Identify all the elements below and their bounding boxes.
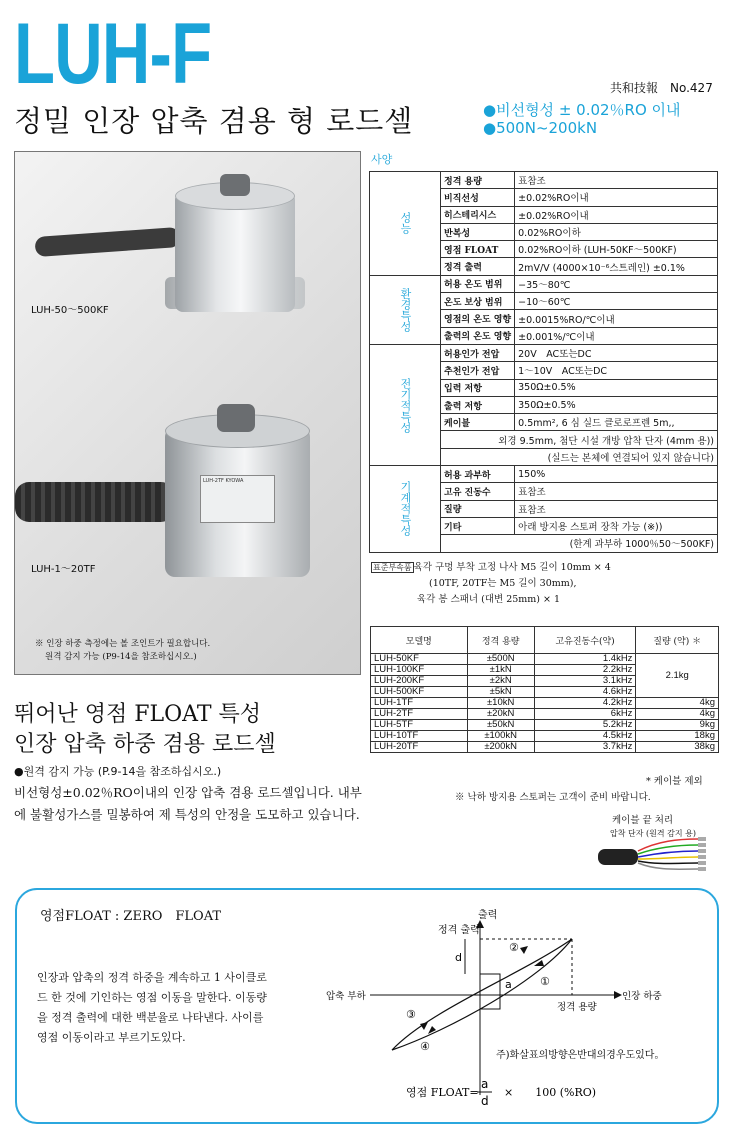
model-cell: ±200kN	[467, 742, 534, 753]
spec-value: ±0.001%/℃이내	[515, 327, 718, 344]
model-row	[371, 654, 719, 665]
model-cell: 2.2kHz	[534, 665, 636, 676]
spec-value: 1～10V AC또는DC	[515, 362, 718, 379]
model-cell: 5.2kHz	[534, 720, 636, 731]
tension-label: 인장 하중	[622, 991, 662, 1002]
loadcell-cap-image	[220, 174, 250, 196]
model-cell: 4kg	[636, 698, 719, 709]
model-cell: LUH-200KF	[371, 676, 468, 687]
model-cell: ±2kN	[467, 676, 534, 687]
formula-right: × 100 (%RO)	[504, 1086, 597, 1099]
formula-denominator: d	[481, 1094, 489, 1108]
spec-value: (한계 과부하 1000％50～500KF)	[441, 535, 718, 552]
highlights	[483, 101, 681, 137]
model-cell: LUH-100KF	[371, 665, 468, 676]
model-row	[371, 742, 719, 753]
spec-value: 20V AC또는DC	[515, 344, 718, 361]
spec-item: 추천인가 전압	[441, 362, 515, 379]
model-cell: ±5kN	[467, 687, 534, 698]
spec-item: 반복성	[441, 223, 515, 240]
product-photo	[14, 151, 361, 675]
spec-item: 정격 용량	[441, 172, 515, 189]
spec-item: 허용인가 전압	[441, 344, 515, 361]
spec-value: 표참조	[515, 500, 718, 517]
spec-item: 정격 출력	[441, 258, 515, 275]
model-cell: 2.1kg	[636, 654, 719, 698]
spec-item: 입력 저항	[441, 379, 515, 396]
photo-label-bottom: LUH-1～20TF	[31, 564, 96, 575]
spec-value: (실드는 본체에 연결되어 있지 않습니다)	[441, 448, 718, 465]
compression-label: 압축 부하	[326, 991, 366, 1002]
model-cell: 4.2kHz	[534, 698, 636, 709]
spec-item: 비직선성	[441, 189, 515, 206]
accessory-line3: 육각 봉 스패너 (대변 25mm) × 1	[417, 594, 561, 605]
tech-report-number: 共和技報 No.427	[610, 81, 713, 95]
accessory-line2: (10TF, 20TF는 M5 길이 30mm),	[429, 578, 577, 589]
product-logo: LUH-F	[14, 6, 212, 102]
spec-value: 150%	[515, 466, 718, 483]
formula-numerator: a	[481, 1077, 489, 1091]
model-cell: ±10kN	[467, 698, 534, 709]
spec-row	[370, 344, 718, 361]
photo-note	[35, 638, 210, 664]
spec-value: 표참조	[515, 172, 718, 189]
model-cell: 1.4kHz	[534, 654, 636, 665]
accessory-line1: 육각 구멍 부착 고정 나사 M5 길이 10mm × 4	[413, 562, 611, 573]
model-cell: ±500N	[467, 654, 534, 665]
spec-value: 0.02%RO이하	[515, 223, 718, 240]
spec-item: 출력의 온도 영향	[441, 327, 515, 344]
spec-item: 질량	[441, 500, 515, 517]
photo-note-line2: 원격 감지 가능 (P9-14을 참조하십시오.)	[45, 652, 197, 662]
spec-group-label: 환경특성	[370, 275, 441, 344]
spec-value: −10～60℃	[515, 293, 718, 310]
loadcell-large-cap-image	[217, 404, 255, 432]
cable-end-subtitle: 압착 단자 (원격 감지 용)	[610, 829, 696, 838]
model-cell: LUH-10TF	[371, 731, 468, 742]
rated-capacity-label: 정격 용량	[557, 1002, 597, 1013]
highlight-range: ●500N~200kN	[483, 119, 598, 137]
spec-table	[369, 171, 718, 553]
model-cell: 18kg	[636, 731, 719, 742]
cable-image	[34, 227, 180, 257]
spec-value: 외경 9.5mm, 첨단 시설 개방 압착 단자 (4mm 용))	[441, 431, 718, 448]
d-label: d	[455, 951, 462, 964]
cycle-2-label: ②	[509, 941, 519, 954]
model-cell: ±50kN	[467, 720, 534, 731]
feature-heading-line2: 인장 압축 하중 겸용 로드셀	[14, 732, 276, 757]
model-cell: 4kg	[636, 709, 719, 720]
model-cell: LUH-2TF	[371, 709, 468, 720]
model-row	[371, 731, 719, 742]
spec-value: 350Ω±0.5%	[515, 379, 718, 396]
model-cell: LUH-50KF	[371, 654, 468, 665]
spec-group-label: 기계적특성	[370, 466, 441, 552]
model-cell: ±100kN	[467, 731, 534, 742]
spec-value: ±0.02%RO이내	[515, 189, 718, 206]
model-column-header: 고유진동수(약)	[534, 627, 636, 654]
spec-item: 온도 보상 범위	[441, 293, 515, 310]
spec-value: 표참조	[515, 483, 718, 500]
model-note-stopper: ※ 낙하 방지용 스토퍼는 고객이 준비 바랍니다.	[455, 792, 651, 803]
page-subtitle: 정밀 인장 압축 겸용 형 로드셀	[14, 104, 414, 138]
rated-output-label: 정격 출력	[438, 925, 480, 936]
spec-row	[370, 275, 718, 292]
model-column-header: 모델명	[371, 627, 468, 654]
spec-item: 히스테리시스	[441, 206, 515, 223]
spec-value: 350Ω±0.5%	[515, 396, 718, 413]
model-note-cable: * 케이블 제외	[646, 776, 703, 787]
product-description: 비선형성±0.02％RO이내의 인장 압축 겸용 로드셀입니다. 내부에 불활성가스를 밀봉하여 제 특성의 안정을 도모하고 있습니다.	[14, 785, 362, 822]
cable-end-title: 케이블 끝 처리	[612, 815, 674, 826]
loadcell-small-image	[175, 192, 295, 312]
armored-cable-image	[15, 482, 175, 522]
spec-item: 영점 FLOAT	[441, 241, 515, 258]
feature-heading-line1: 뛰어난 영점 FLOAT 특성	[14, 702, 262, 727]
spec-item: 허용 온도 범위	[441, 275, 515, 292]
model-cell: 4.6kHz	[534, 687, 636, 698]
spec-row	[370, 466, 718, 483]
model-cell: LUH-5TF	[371, 720, 468, 731]
spec-group-label: 전기적특성	[370, 344, 441, 465]
model-cell: 4.5kHz	[534, 731, 636, 742]
formula-left: 영점 FLOAT=	[406, 1086, 479, 1099]
spec-row	[370, 172, 718, 189]
model-row	[371, 709, 719, 720]
spec-group-label: 성능	[370, 172, 441, 276]
spec-item: 영점의 온도 영향	[441, 310, 515, 327]
model-row	[371, 698, 719, 709]
model-cell: ±1kN	[467, 665, 534, 676]
zero-float-title: 영점FLOAT : ZERO FLOAT	[40, 909, 222, 924]
accessory-tag: 표준부속품	[373, 563, 412, 572]
spec-title: 사양	[371, 153, 393, 166]
photo-note-line1: ※ 인장 하중 측정에는 볼 조인트가 필요합니다.	[35, 639, 211, 649]
arrow-direction-note: 주)화살표의방향은반대의경우도있다。	[496, 1050, 665, 1061]
name-plate: LUH-2TF KYOWA	[200, 475, 275, 523]
model-cell: LUH-500KF	[371, 687, 468, 698]
feature-heading	[14, 700, 276, 760]
standard-accessories	[371, 560, 611, 608]
remote-sensing-note: ●원격 감지 가능 (P.9-14을 참조하십시오.)	[14, 765, 222, 778]
model-table	[370, 626, 719, 753]
model-cell: 38kg	[636, 742, 719, 753]
spec-value: 아래 방지용 스토퍼 장착 가능 (※))	[515, 517, 718, 534]
arrow-2	[520, 946, 528, 954]
model-row	[371, 720, 719, 731]
model-cell: 6kHz	[534, 709, 636, 720]
highlight-nonlinearity: ●비선형성 ± 0.02％RO 이내	[483, 101, 681, 119]
spec-value: 0.02%RO이하 (LUH-50KF～500KF)	[515, 241, 718, 258]
photo-label-top: LUH-50～500KF	[31, 305, 109, 316]
spec-value: 0.5mm², 6 심 실드 클로로프렌 5m,,	[515, 414, 718, 431]
cable-end-image	[598, 835, 718, 877]
model-cell: LUH-20TF	[371, 742, 468, 753]
output-label: 출력	[478, 910, 498, 921]
spec-item: 고유 진동수	[441, 483, 515, 500]
zero-float-description: 인장과 압축의 정격 하중을 계속하고 1 사이클로드 한 것에 기인하는 영점 이동을 말한다. 이동량을 정격 출력에 대한 백분율로 나타낸다. 사이를 영점 이동이라고 부르기도있다.	[37, 971, 267, 1044]
spec-value: −35～80℃	[515, 275, 718, 292]
cycle-4-label: ④	[420, 1040, 430, 1053]
spec-value: 2mV/V (4000×10⁻⁶스트레인) ±0.1%	[515, 258, 718, 275]
spec-item: 출력 저항	[441, 396, 515, 413]
spec-value: ±0.0015%RO/℃이내	[515, 310, 718, 327]
model-cell: 3.1kHz	[534, 676, 636, 687]
spec-item: 허용 과부하	[441, 466, 515, 483]
model-cell: ±20kN	[467, 709, 534, 720]
model-cell: LUH-1TF	[371, 698, 468, 709]
model-cell: 9kg	[636, 720, 719, 731]
spec-item: 기타	[441, 517, 515, 534]
model-cell: 3.7kHz	[534, 742, 636, 753]
model-column-header: 질량 (약) ＊	[636, 627, 719, 654]
spec-value: ±0.02%RO이내	[515, 206, 718, 223]
spec-item: 케이블	[441, 414, 515, 431]
a-label: a	[505, 978, 512, 991]
model-column-header: 정격 용량	[467, 627, 534, 654]
cycle-1-label: ①	[540, 975, 550, 988]
zero-float-graph	[320, 900, 710, 1115]
cycle-3-label: ③	[406, 1008, 416, 1021]
